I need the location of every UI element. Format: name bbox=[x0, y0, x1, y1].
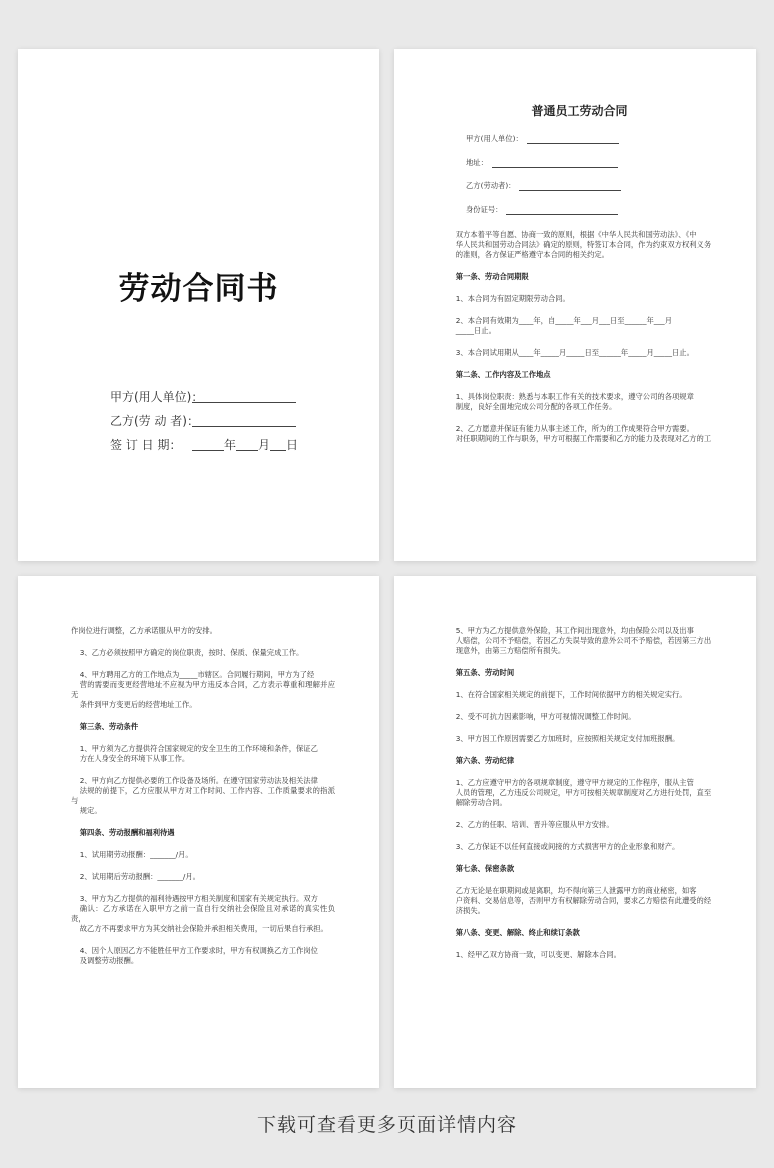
paragraph-line: 人员的管理，乙方违反公司规定，甲方可按相关规章制度对乙方进行处罚，直至 bbox=[455, 788, 712, 797]
download-more-caption: 下载可查看更多页面详情内容 bbox=[256, 1114, 517, 1136]
paragraph-line: 解除劳动合同。 bbox=[455, 798, 507, 807]
cover-field-employee bbox=[110, 409, 298, 433]
party-label: 乙方(劳动者)： bbox=[466, 181, 516, 190]
contract-paragraph bbox=[447, 950, 712, 960]
contract-paragraph bbox=[71, 648, 335, 658]
section-heading: 第一条、劳动合同期限 bbox=[455, 271, 529, 281]
cover-title: 劳动合同书 bbox=[118, 271, 279, 307]
paragraph-line: 对任职期间的工作与职务，甲方可根据工作需要和乙方的能力及表现对乙方的工 bbox=[455, 433, 712, 443]
fill-in-line bbox=[506, 205, 618, 215]
paragraph-line: 故乙方不再要求甲方为其交纳社会保险并承担相关费用，一切后果自行承担。 bbox=[79, 924, 328, 933]
paragraph-line: 营的需要而变更经营地址不应视为甲方违反本合同，乙方表示尊重和理解并应无 bbox=[71, 680, 335, 699]
contract-paragraph bbox=[447, 886, 712, 916]
fill-in-line bbox=[492, 158, 618, 168]
paragraph-line: _____日止。 bbox=[455, 325, 496, 335]
paragraph-line: 条件到甲方变更后的经营地址工作。 bbox=[79, 700, 197, 709]
contract-body bbox=[71, 626, 335, 978]
paragraph-line: 的准则，各方保证严格遵守本合同的相关约定。 bbox=[455, 249, 609, 259]
contract-paragraph bbox=[71, 850, 335, 860]
paragraph-line: 2、乙方的任职、培训、晋升等应服从甲方安排。 bbox=[455, 820, 614, 829]
paragraph-line: 1、试用期劳动报酬：_______/月。 bbox=[79, 850, 193, 859]
paragraph-line: 3、甲方为乙方提供的福利待遇按甲方相关制度和国家有关规定执行。双方 bbox=[79, 894, 318, 903]
paragraph-line: 3、乙方必须按照甲方确定的岗位职责，按时、保质、保量完成工作。 bbox=[79, 648, 304, 657]
paragraph-line: 1、乙方应遵守甲方的各项规章制度，遵守甲方规定的工作程序，服从主管 bbox=[455, 778, 694, 787]
contract-page-2 bbox=[18, 576, 379, 1088]
paragraph-line: 作岗位进行调整，乙方承诺服从甲方的安排。 bbox=[71, 626, 217, 635]
contract-body bbox=[447, 230, 712, 444]
contract-paragraph bbox=[447, 392, 712, 412]
paragraph-line: 3、本合同试用期从____年_____月_____日至______年_____月_____日止。 bbox=[455, 347, 694, 357]
contract-paragraph bbox=[447, 820, 712, 830]
contract-title: 普通员工劳动合同 bbox=[531, 104, 628, 118]
contract-paragraph bbox=[71, 894, 335, 934]
paragraph-line: 2、乙方愿意并保证有能力从事主述工作，所为的工作成果符合甲方需要。 bbox=[455, 423, 694, 433]
fill-in-line bbox=[270, 438, 286, 451]
section-heading: 第四条、劳动报酬和福利待遇 bbox=[79, 828, 175, 837]
cover-field-label: 甲方(用人单位)： bbox=[110, 390, 204, 404]
contract-paragraph bbox=[71, 776, 335, 816]
fill-in-line bbox=[236, 438, 258, 451]
fill-in-line bbox=[192, 390, 296, 403]
date-month: 月 bbox=[258, 438, 271, 452]
contract-paragraph bbox=[447, 424, 712, 444]
paragraph-line: 1、在符合国家相关规定的前提下，工作时间依据甲方的相关规定实行。 bbox=[455, 690, 687, 699]
contract-paragraph bbox=[447, 348, 712, 358]
paragraph-line: 人赔偿，公司不予赔偿，若因乙方失误导致的意外公司不予赔偿，若因第三方出 bbox=[455, 636, 712, 645]
fill-in-line bbox=[519, 181, 621, 191]
paragraph-line: 华人民共和国劳动合同法》确定的原则，特签订本合同，作为约束双方权利义务 bbox=[455, 239, 712, 249]
paragraph-line: 5、甲方为乙方提供意外保险，其工作间出现意外，均由保险公司以及出事 bbox=[455, 626, 694, 635]
contract-paragraph bbox=[447, 626, 712, 656]
contract-paragraph bbox=[447, 230, 712, 260]
cover-field-date bbox=[110, 433, 298, 457]
paragraph-line: 户资料、交易信息等，否则甲方有权解除劳动合同，要求乙方赔偿有此遭受的经 bbox=[455, 896, 712, 905]
paragraph-line: 3、甲方因工作原因需要乙方加班时，应按照相关规定支付加班报酬。 bbox=[455, 734, 680, 743]
contract-page-1 bbox=[394, 49, 756, 561]
paragraph-line: 1、甲方须为乙方提供符合国家规定的安全卫生的工作环境和条件，保证乙 bbox=[79, 744, 318, 753]
contract-paragraph bbox=[71, 670, 335, 710]
fill-in-line bbox=[192, 438, 224, 451]
paragraph-line: 规定。 bbox=[79, 806, 102, 815]
paragraph-line: 双方本着平等自愿、协商一致的原则，根据《中华人民共和国劳动法》、《中 bbox=[455, 229, 697, 239]
paragraph-line: 制度，良好全面地完成公司分配的各项工作任务。 bbox=[455, 401, 617, 411]
section-heading: 第七条、保密条款 bbox=[455, 864, 515, 873]
paragraph-line: 4、甲方聘用乙方的工作地点为_____市辖区。合同履行期间，甲方为了经 bbox=[79, 670, 315, 679]
paragraph-line: 济损失。 bbox=[455, 906, 485, 915]
party-label: 身份证号： bbox=[466, 204, 503, 214]
contract-body bbox=[447, 626, 712, 972]
fill-in-line bbox=[527, 134, 619, 144]
contract-paragraph bbox=[447, 778, 712, 808]
section-heading: 第六条、劳动纪律 bbox=[455, 756, 515, 765]
section-heading: 第三条、劳动条件 bbox=[79, 722, 139, 731]
date-day: 日 bbox=[286, 438, 299, 452]
contract-paragraph bbox=[71, 872, 335, 882]
contract-paragraph bbox=[447, 690, 712, 700]
paragraph-line: 3、乙方保证不以任何直接或间接的方式损害甲方的企业形象和财产。 bbox=[455, 842, 680, 851]
paragraph-line: 4、因个人原因乙方不能胜任甲方工作要求时，甲方有权调换乙方工作岗位 bbox=[79, 946, 318, 955]
paragraph-line: 方在人身安全的环境下从事工作。 bbox=[79, 754, 190, 763]
contract-text bbox=[447, 106, 712, 456]
contract-page-3 bbox=[394, 576, 756, 1088]
party-label: 地址： bbox=[466, 157, 488, 167]
cover-fields bbox=[110, 385, 298, 457]
paragraph-line: 现意外，由第三方赔偿所有损失。 bbox=[455, 646, 566, 655]
paragraph-line: 1、具体岗位职责：熟悉与本职工作有关的技术要求，遵守公司的各项规章 bbox=[455, 391, 694, 401]
paragraph-line: 2、受不可抗力因素影响，甲方可视情况调整工作时间。 bbox=[455, 712, 636, 721]
cover-field-employer bbox=[110, 385, 298, 409]
section-heading: 第五条、劳动时间 bbox=[455, 668, 515, 677]
paragraph-line: 及调整劳动报酬。 bbox=[79, 956, 139, 965]
party-label: 甲方(用人单位)： bbox=[466, 134, 523, 143]
contract-paragraph bbox=[71, 946, 335, 966]
contract-paragraph bbox=[447, 294, 712, 304]
party-field-employee bbox=[466, 179, 712, 191]
date-year: 年 bbox=[224, 438, 237, 452]
cover-page bbox=[18, 49, 379, 561]
contract-paragraph bbox=[71, 626, 335, 636]
cover-field-label: 签 订 日 期： bbox=[110, 438, 182, 452]
paragraph-line: 1、经甲乙双方协商一致，可以变更、解除本合同。 bbox=[455, 950, 621, 959]
party-field-id-number bbox=[466, 203, 712, 215]
party-field-address bbox=[466, 156, 712, 168]
paragraph-line: 2、试用期后劳动报酬：_______/月。 bbox=[79, 872, 200, 881]
contract-paragraph bbox=[71, 744, 335, 764]
fill-in-line bbox=[192, 414, 296, 427]
party-field-employer bbox=[466, 132, 712, 144]
section-heading: 第二条、工作内容及工作地点 bbox=[455, 369, 551, 379]
section-heading: 第八条、变更、解除、终止和续订条款 bbox=[455, 928, 580, 937]
contract-paragraph bbox=[447, 734, 712, 744]
paragraph-line: 2、本合同有效期为____年，自_____年___月___日至______年___月 bbox=[455, 315, 673, 325]
paragraph-line: 法规的前提下，乙方应服从甲方对工作时间、工作内容、工作质量要求的指派与 bbox=[71, 786, 335, 805]
paragraph-line: 确认：乙方承诺在入职甲方之前一直自行交纳社会保险且对承诺的真实性负责， bbox=[71, 904, 335, 923]
contract-paragraph bbox=[447, 316, 712, 336]
cover-field-label: 乙方(劳 动 者)： bbox=[110, 414, 199, 428]
paragraph-line: 乙方无论是在职期间或是离职，均不得向第三人泄露甲方的商业秘密，如客 bbox=[455, 886, 697, 895]
contract-paragraph bbox=[447, 712, 712, 722]
paragraph-line: 2、甲方向乙方提供必要的工作设备及场所。在遵守国家劳动法及相关法律 bbox=[79, 776, 318, 785]
paragraph-line: 1、本合同为有固定期限劳动合同。 bbox=[455, 293, 570, 303]
contract-paragraph bbox=[447, 842, 712, 852]
